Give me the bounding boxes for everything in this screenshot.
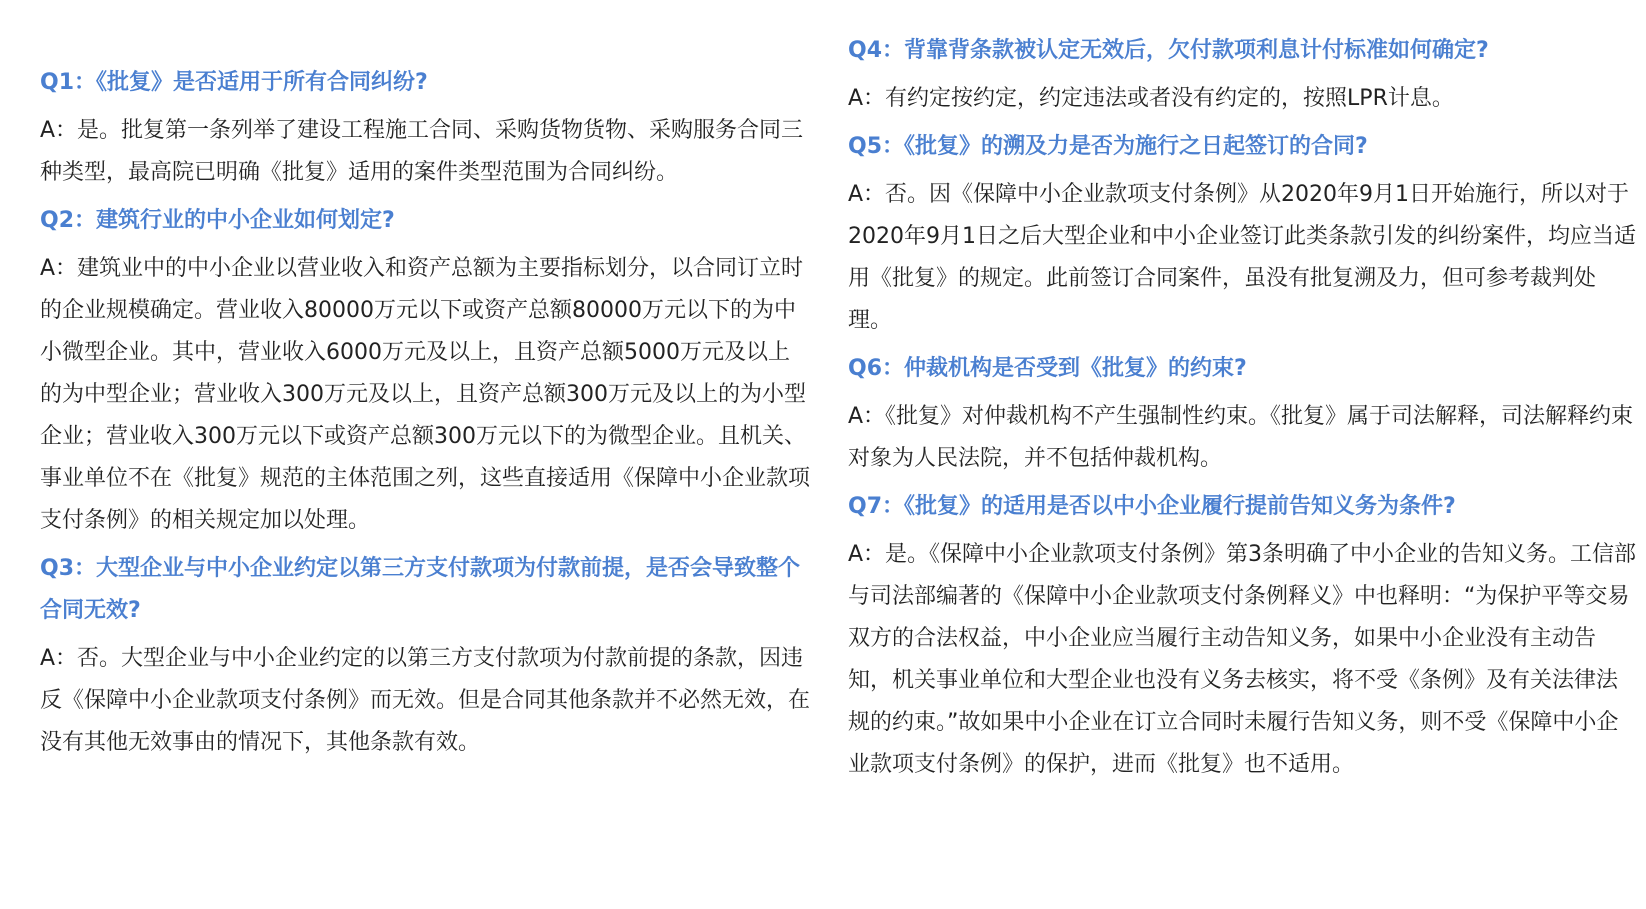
answer-q1: A：是。批复第一条列举了建设工程施工合同、采购货物货物、采购服务合同三种类型，最高院已明确《批复》适用的案件类型范围为合同纠纷。 — [40, 118, 804, 185]
question-q3: Q3：大型企业与中小企业约定以第三方支付款项为付款前提，是否会导致整个合同无效? — [40, 556, 801, 623]
qa-item-q5 — [848, 126, 1638, 342]
question-q6: Q6：仲裁机构是否受到《批复》的约束? — [848, 356, 1247, 381]
qa-item-q1 — [40, 62, 810, 194]
answer-q2: A：建筑业中的中小企业以营业收入和资产总额为主要指标划分，以合同订立时的企业规模确定。营业收入80000万元以下或资产总额80000万元以下的为中小微型企业。其中，营业收入6000万元及以上，且资产总额5000万元及以上的为中型企业；营业收入300万元及以上，且资产总额300万元及以上的为小型企业；营业收入300万元以下或资产总额300万元以下的为微型企业。且机关、事业单位不在《批复》规范的主体范围之列，这些直接适用《保障中小企业款项支付条例》的相关规定加以处理。 — [40, 256, 811, 533]
question-q5: Q5：《批复》的溯及力是否为施行之日起签订的合同? — [848, 134, 1368, 159]
right-column — [848, 0, 1638, 792]
question-q4: Q4：背靠背条款被认定无效后，欠付款项利息计付标准如何确定? — [848, 38, 1489, 63]
answer-q5: A：否。因《保障中小企业款项支付条例》从2020年9月1日开始施行，所以对于2020年9月1日之后大型企业和中小企业签订此类条款引发的纠纷案件，均应当适用《批复》的规定。此前签订合同案件，虽没有批复溯及力，但可参考裁判处理。 — [848, 182, 1636, 333]
qa-item-q2 — [40, 200, 810, 542]
answer-q6: A：《批复》对仲裁机构不产生强制性约束。《批复》属于司法解释，司法解释约束对象为人民法院，并不包括仲裁机构。 — [848, 404, 1634, 471]
qa-item-q4 — [848, 30, 1638, 120]
left-column — [40, 0, 810, 770]
question-q2: Q2：建筑行业的中小企业如何划定? — [40, 208, 395, 233]
answer-q4: A：有约定按约定，约定违法或者没有约定的，按照LPR计息。 — [848, 86, 1454, 111]
answer-q3: A：否。大型企业与中小企业约定的以第三方支付款项为付款前提的条款，因违反《保障中小企业款项支付条例》而无效。但是合同其他条款并不必然无效，在没有其他无效事由的情况下，其他条款有效。 — [40, 646, 811, 755]
qa-item-q6 — [848, 348, 1638, 480]
question-q1: Q1：《批复》是否适用于所有合同纠纷? — [40, 70, 428, 95]
question-q7: Q7：《批复》的适用是否以中小企业履行提前告知义务为条件? — [848, 494, 1456, 519]
qa-item-q3 — [40, 548, 810, 764]
qa-item-q7 — [848, 486, 1638, 786]
answer-q7: A：是。《保障中小企业款项支付条例》第3条明确了中小企业的告知义务。工信部与司法部编著的《保障中小企业款项支付条例释义》中也释明：“为保护平等交易双方的合法权益，中小企业应当履行主动告知义务，如果中小企业没有主动告知，机关事业单位和大型企业也没有义务去核实，将不受《条例》及有关法律法规的约束。”故如果中小企业在订立合同时未履行告知义务，则不受《保障中小企业款项支付条例》的保护，进而《批复》也不适用。 — [848, 542, 1637, 777]
